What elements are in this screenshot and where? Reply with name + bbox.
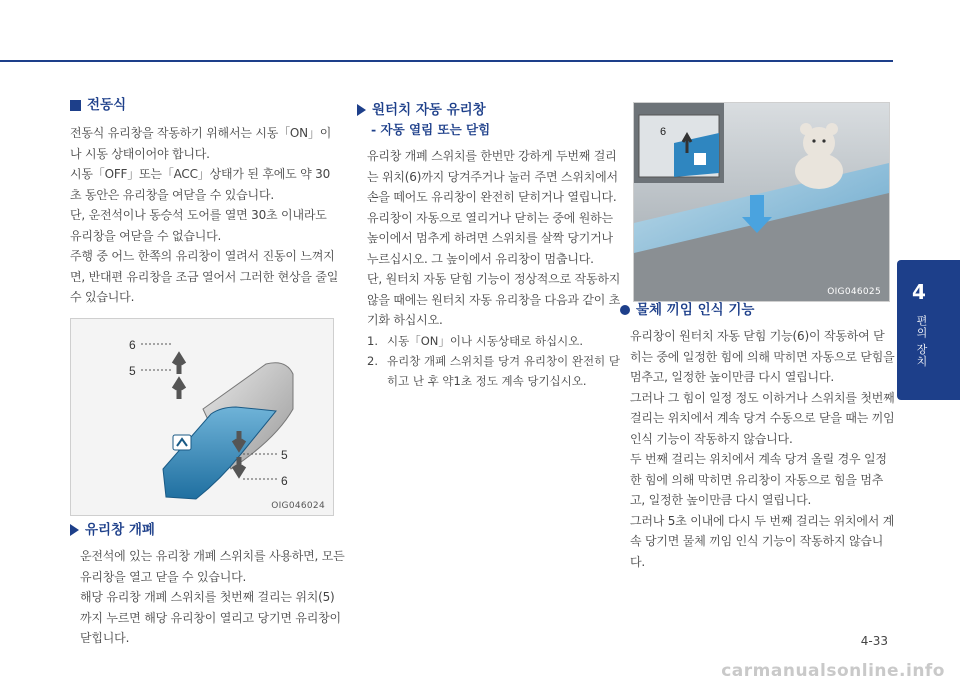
anti-pinch-heading-text: 물체 끼임 인식 기능 bbox=[636, 302, 755, 318]
step-text: 시동「ON」이나 시동상태로 하십시오. bbox=[387, 333, 584, 348]
figure-code: OIG046024 bbox=[271, 501, 325, 511]
watermark: carmanualsonline.info bbox=[721, 661, 945, 681]
window-switch-illustration bbox=[71, 319, 333, 515]
electric-paragraph: 전동식 유리창을 작동하기 위해서는 시동「ON」이나 시동 상태이어야 합니다. bbox=[70, 126, 332, 161]
label-5-up: 5 bbox=[129, 364, 136, 378]
square-bullet-icon bbox=[70, 100, 81, 111]
electric-section bbox=[70, 95, 340, 308]
page-number: 4-33 bbox=[860, 634, 888, 648]
one-touch-paragraph: 단, 원터치 자동 닫힘 기능이 정상적으로 작동하지 않을 때에는 원터치 자동 유리창을 다음과 같이 초기화 하십시오. bbox=[367, 272, 621, 327]
step-number: 1. bbox=[367, 333, 378, 348]
anti-pinch-figure bbox=[633, 102, 890, 302]
open-close-paragraph: 해당 유리창 개폐 스위치를 첫번째 걸리는 위치(5)까지 누르면 해당 유리창이 열리고 당기면 유리창이 닫힙니다. bbox=[80, 590, 341, 645]
one-touch-heading-text: 원터치 자동 유리창 bbox=[372, 102, 486, 118]
step-number: 2. bbox=[367, 353, 378, 368]
figure-code: OIG046025 bbox=[827, 287, 881, 297]
step-item bbox=[367, 331, 622, 351]
label-6: 6 bbox=[660, 126, 667, 138]
open-close-heading bbox=[70, 520, 345, 540]
anti-pinch-paragraph: 그러나 그 힘이 일정 정도 이하거나 스위치를 첫번째 걸리는 위치에서 계속 당겨 수동으로 닫을 때는 끼임 인식 기능이 작동하지 않습니다. bbox=[630, 390, 895, 446]
label-6-down: 6 bbox=[281, 474, 288, 488]
electric-heading bbox=[70, 95, 340, 115]
one-touch-section bbox=[357, 100, 622, 391]
open-close-section bbox=[70, 520, 345, 649]
electric-paragraph: 시동「OFF」또는「ACC」상태가 된 후에도 약 30초 동안은 유리창을 여닫을 수 있습니다. bbox=[70, 167, 331, 202]
open-close-heading-text: 유리창 개폐 bbox=[85, 522, 155, 538]
one-touch-subheading: - 자동 열림 또는 닫힘 bbox=[371, 122, 491, 137]
chapter-title: 편의 장치 bbox=[915, 315, 928, 368]
step-item bbox=[367, 351, 622, 391]
open-close-paragraph: 운전석에 있는 유리창 개폐 스위치를 사용하면, 모든 유리창을 열고 닫을 수 있습니다. bbox=[80, 549, 345, 584]
electric-heading-text: 전동식 bbox=[87, 97, 127, 113]
anti-pinch-section bbox=[620, 300, 895, 572]
triangle-bullet-icon bbox=[70, 524, 79, 536]
anti-pinch-paragraph: 두 번째 걸리는 위치에서 계속 당겨 올릴 경우 일정한 힘에 의해 막히면 유리창이 자동으로 힘을 멈추고, 일정한 높이만큼 다시 열립니다. bbox=[630, 452, 887, 507]
one-touch-paragraph: 유리창 개폐 스위치를 한번만 강하게 두번째 걸리는 위치(6)까지 당겨주거나 눌러 주면 스위치에서 손을 떼어도 유리창이 완전히 닫히거나 열립니다. bbox=[367, 149, 618, 204]
step-text: 유리창 개폐 스위치를 당겨 유리창이 완전히 닫히고 난 후 약1초 정도 계속 당기십시오. bbox=[387, 353, 621, 388]
header-rule bbox=[0, 60, 893, 62]
triangle-bullet-icon bbox=[357, 104, 366, 116]
label-6-up: 6 bbox=[129, 338, 136, 352]
electric-paragraph: 단, 운전석이나 동승석 도어를 열면 30초 이내라도 유리창을 여닫을 수 없습니다. bbox=[70, 208, 327, 243]
window-switch-figure bbox=[70, 318, 334, 516]
anti-pinch-paragraph: 그러나 5초 이내에 다시 두 번째 걸리는 위치에서 계속 당기면 물체 끼임 인식 기능이 작동하지 않습니다. bbox=[630, 513, 895, 569]
electric-paragraph: 주행 중 어느 한쪽의 유리창이 열려서 진동이 느껴지면, 반대편 유리창을 조금 열어서 그러한 현상을 줄일 수 있습니다. bbox=[70, 249, 339, 304]
anti-pinch-paragraph: 유리창이 원터치 자동 닫힘 기능(6)이 작동하여 닫히는 중에 일정한 힘에 의해 막히면 자동으로 닫힘을 멈추고, 일정한 높이만큼 다시 열립니다. bbox=[630, 329, 895, 384]
anti-pinch-heading bbox=[620, 300, 895, 320]
chapter-tab[interactable] bbox=[897, 260, 960, 400]
circle-bullet-icon bbox=[620, 305, 630, 315]
anti-pinch-illustration bbox=[634, 103, 889, 301]
one-touch-paragraph: 유리창이 자동으로 열리거나 닫히는 중에 원하는 높이에서 멈추게 하려면 스위치를 살짝 당기거나 누르십시오. 그 높이에서 유리창이 멈춥니다. bbox=[367, 210, 613, 266]
chapter-number: 4 bbox=[912, 280, 926, 304]
one-touch-heading bbox=[357, 100, 622, 120]
label-5-down: 5 bbox=[281, 448, 288, 462]
